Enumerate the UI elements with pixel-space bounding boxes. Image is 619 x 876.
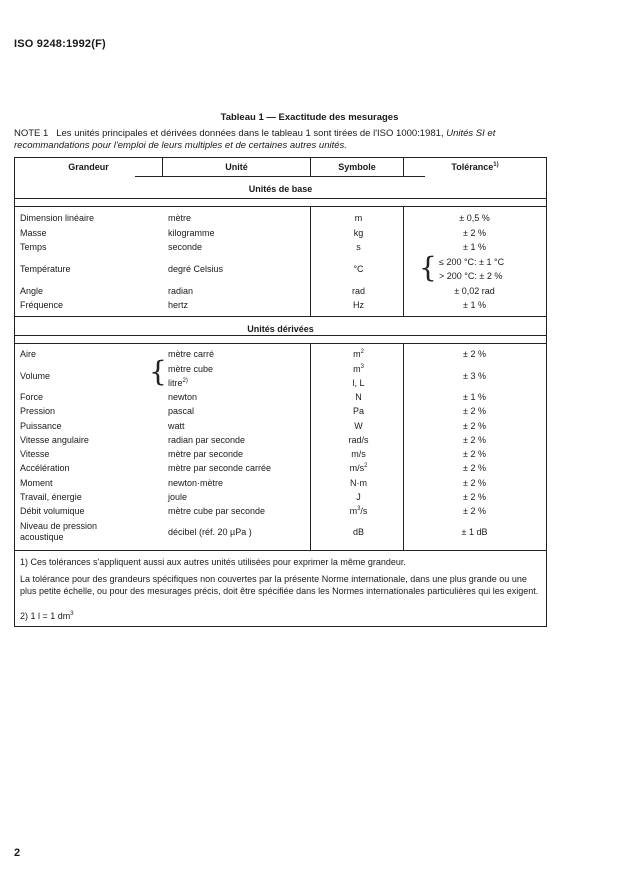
cell-tolerance: ± 2 % (463, 492, 486, 502)
cell-grandeur: Vitesse angulaire (20, 435, 89, 445)
cell-grandeur: Travail, énergie (20, 492, 82, 502)
note-1 (14, 128, 547, 152)
cell-unite: watt (168, 421, 185, 431)
cell-tolerance: ± 0,02 rad (454, 286, 495, 296)
cell-grandeur: Température (20, 264, 71, 274)
cell-tolerance: ± 2 % (463, 349, 486, 359)
cell-symbole: m/s (351, 449, 366, 459)
cell-symbole: l, L (352, 378, 365, 388)
cell-symbole: $m^3$ (353, 364, 364, 374)
footnote-1: 1) Ces tolérances s'appliquent aussi aux autres unités utilisées pour exprimer la même grandeur. (20, 557, 406, 567)
cell-grandeur: Force (20, 392, 44, 402)
col-divider (403, 343, 404, 550)
cell-unite: décibel (réf. 20 µPa ) (168, 527, 252, 537)
cell-unite: mètre cube (168, 364, 214, 374)
cell-grandeur: Vitesse (20, 449, 50, 459)
cell-symbole: Hz (353, 300, 364, 310)
cell-symbole: Pa (352, 406, 364, 416)
cell-tolerance: ± 0,5 % (459, 213, 490, 223)
cell-unite: mètre cube par seconde (168, 506, 266, 516)
cell-grandeur: Puissance (20, 421, 62, 431)
cell-tolerance: ± 2 % (463, 228, 486, 238)
col-divider (403, 206, 404, 316)
cell-unite: pascal (168, 406, 195, 416)
cell-tolerance: ± 2 % (463, 449, 486, 459)
cell-symbole: $m^3/s$ (349, 506, 368, 516)
cell-tolerance: ± 2 % (463, 463, 486, 473)
cell-symbole: °C (353, 264, 364, 274)
cell-tolerance: ± 2 % (463, 506, 486, 516)
cell-tolerance: ± 2 % (463, 406, 486, 416)
column-header-tolerance: Tolérance$^{1)}$ (451, 162, 499, 172)
cell-symbole: J (356, 492, 361, 502)
footnote-ref: 1) (493, 162, 499, 168)
cell-grandeur: Fréquence (20, 300, 64, 310)
cell-grandeur: acoustique (20, 532, 64, 542)
cell-symbole: dB (352, 527, 364, 537)
cell-tolerance: ± 2 % (463, 421, 486, 431)
cell-unite: kilogramme (168, 228, 215, 238)
cell-grandeur: Temps (20, 242, 47, 252)
document-header: ISO 9248:1992(F) (14, 38, 106, 50)
cell-tolerance: ± 1 % (463, 392, 486, 402)
cell-grandeur: Volume (20, 371, 51, 381)
note-text: Les unités principales et dérivées données dans le tableau 1 sont tirées de l'ISO 1000:1981, (56, 128, 444, 139)
cell-grandeur: Moment (20, 478, 53, 488)
cell-tolerance: ± 1 dB (461, 527, 488, 537)
cell-grandeur: Pression (20, 406, 56, 416)
cell-unite: newton·mètre (168, 478, 224, 488)
page-number: 2 (14, 847, 21, 859)
row-divider (135, 176, 425, 177)
cell-symbole: m (354, 213, 363, 223)
row-divider (15, 206, 546, 207)
row-divider (15, 550, 546, 551)
brace-icon: { (149, 355, 167, 388)
cell-tolerance: ± 1 % (463, 300, 486, 310)
cell-unite: degré Celsius (168, 264, 224, 274)
cell-grandeur: Aire (20, 349, 37, 359)
cell-tolerance: ± 3 % (463, 371, 486, 381)
cell-unite: mètre carré (168, 349, 215, 359)
cell-grandeur: Dimension linéaire (20, 213, 95, 223)
cell-symbole: $m^2$ (353, 349, 364, 359)
section-derived-units: Unités dérivées (247, 324, 314, 334)
row-divider (15, 316, 546, 317)
cell-unite: joule (168, 492, 188, 502)
note-italic: Unités SI et recommandations pour l'emploi de leurs multiples et de certaines autres unités. (14, 128, 496, 151)
column-header-grandeur: Grandeur (68, 162, 109, 172)
col-divider (310, 206, 311, 316)
cell-unite: litre$^{2)}$ (168, 378, 188, 388)
row-divider (15, 335, 546, 336)
cell-unite: seconde (168, 242, 203, 252)
cell-grandeur: Angle (20, 286, 44, 296)
note-label: NOTE 1 (14, 128, 49, 139)
cell-unite: mètre (168, 213, 192, 223)
accuracy-table (14, 157, 547, 627)
footnote-1-continued: La tolérance pour des grandeurs spécifiques non couvertes par la présente Norme internationale, dans une plus grande ou une plus petite échelle, ou pour des mesurages précis, doit être spécifiée dans les Normes internationales particulières qui les exigent. (20, 574, 539, 596)
row-divider (15, 343, 546, 344)
cell-symbole: s (356, 242, 361, 252)
col-divider (310, 343, 311, 550)
brace-icon: { (419, 251, 437, 284)
cell-grandeur: Niveau de pression (20, 521, 98, 531)
cell-symbole: rad (351, 286, 365, 296)
cell-symbole: N·m (350, 478, 367, 488)
cell-unite: newton (168, 392, 198, 402)
cell-unite: mètre par seconde carrée (168, 463, 272, 473)
cell-symbole: kg (353, 228, 364, 238)
cell-symbole: N (355, 392, 362, 402)
cell-symbole: W (354, 421, 363, 431)
cell-unite: mètre par seconde (168, 449, 244, 459)
cell-tolerance: ± 2 % (463, 435, 486, 445)
cell-tolerance: ≤ 200 °C: ± 1 °C (439, 257, 505, 267)
cell-tolerance: ± 2 % (463, 478, 486, 488)
cell-grandeur: Accélération (20, 463, 70, 473)
cell-tolerance: ± 1 % (463, 242, 486, 252)
column-header-symbole: Symbole (338, 162, 376, 172)
cell-symbole: rad/s (348, 435, 369, 445)
cell-tolerance: > 200 °C: ± 2 % (439, 271, 503, 281)
cell-unite: hertz (168, 300, 189, 310)
cell-unite: radian par seconde (168, 435, 246, 445)
cell-symbole: $m/s^2$ (349, 463, 368, 473)
cell-grandeur: Masse (20, 228, 47, 238)
cell-grandeur: Débit volumique (20, 506, 85, 516)
row-divider (15, 198, 546, 199)
section-base-units: Unités de base (248, 184, 313, 194)
table-caption: Tableau 1 — Exactitude des mesurages (220, 112, 399, 123)
footnote-2: 2) 1 l = 1 $dm^3$ (20, 611, 74, 621)
cell-unite: radian (168, 286, 194, 296)
column-header-unite: Unité (225, 162, 248, 172)
